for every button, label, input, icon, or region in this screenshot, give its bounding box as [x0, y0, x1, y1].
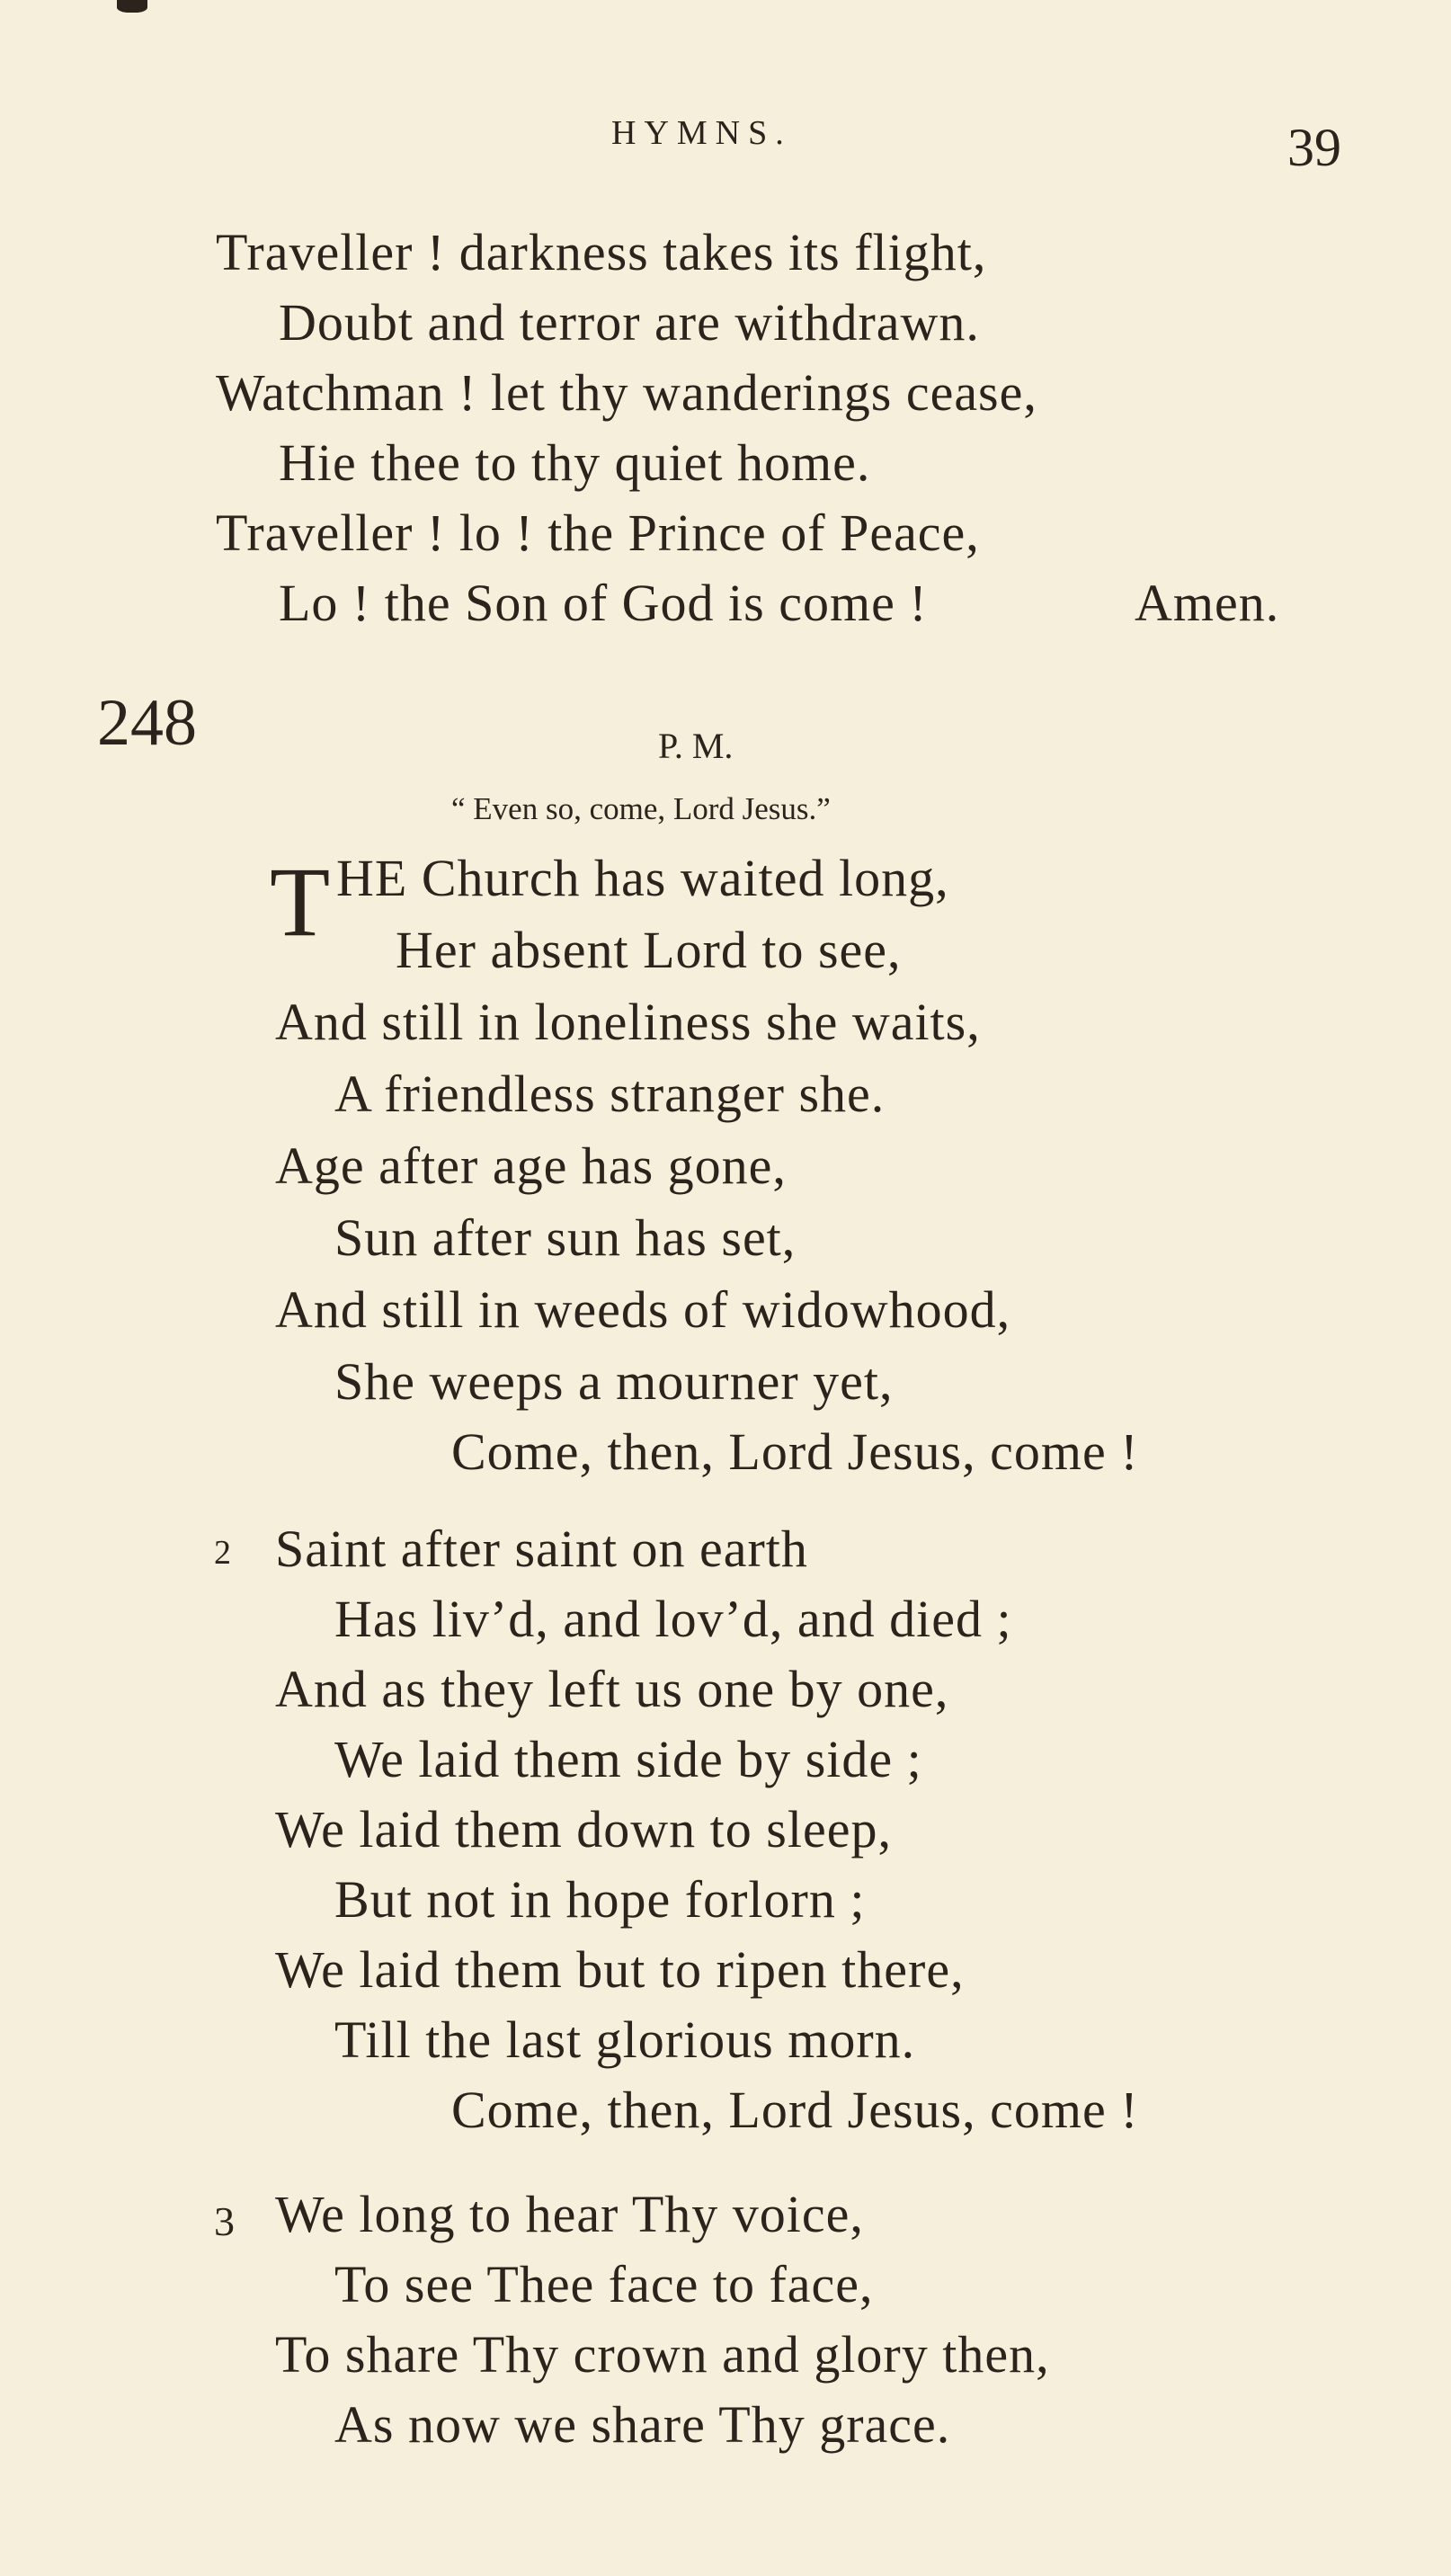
verse-line: HE Church has waited long, — [336, 849, 949, 907]
hymn-number: 248 — [97, 686, 197, 760]
verse-line: We long to hear Thy voice, — [275, 2185, 864, 2243]
verse-line: Age after age has gone, — [275, 1136, 787, 1195]
verse-line: And as they left us one by one, — [275, 1660, 949, 1718]
verse-line: Saint after saint on earth — [275, 1520, 808, 1578]
verse-line: To share Thy crown and glory then, — [275, 2325, 1050, 2384]
verse-line: And still in weeds of widowhood, — [275, 1280, 1011, 1339]
hymn-epigraph: “ Even so, come, Lord Jesus.” — [451, 791, 831, 826]
verse-line: We laid them down to sleep, — [275, 1800, 892, 1858]
verse-line: And still in loneliness she waits, — [275, 993, 981, 1051]
verse-line: Lo ! the Son of God is come ! — [279, 574, 928, 632]
refrain-line: Come, then, Lord Jesus, come ! — [451, 1422, 1139, 1481]
verse-line: As now we share Thy grace. — [334, 2395, 951, 2454]
verse-line: But not in hope forlorn ; — [334, 1870, 866, 1929]
verse-line: Has liv’d, and lov’d, and died ; — [334, 1590, 1012, 1648]
running-header-title: HYMNS. — [611, 114, 792, 152]
verse-line: Sun after sun has set, — [334, 1208, 797, 1267]
refrain-line: Come, then, Lord Jesus, come ! — [451, 2081, 1139, 2139]
amen-label: Amen. — [1135, 574, 1280, 632]
verse-line: Hie thee to thy quiet home. — [279, 433, 871, 492]
ink-speck — [117, 0, 147, 13]
page-number: 39 — [1287, 118, 1341, 177]
verse-line: We laid them but to ripen there, — [275, 1940, 965, 1999]
verse-line: Traveller ! darkness takes its flight, — [216, 223, 987, 281]
verse-line: Her absent Lord to see, — [396, 921, 902, 979]
drop-cap: T — [270, 847, 331, 957]
verse-line: To see Thee face to face, — [334, 2255, 874, 2313]
verse-line: Till the last glorious morn. — [334, 2010, 916, 2069]
verse-line: We laid them side by side ; — [334, 1730, 922, 1788]
hymn-meter: P. M. — [658, 726, 734, 766]
verse-line: Doubt and terror are withdrawn. — [279, 293, 980, 352]
verse-line: Watchman ! let thy wanderings cease, — [216, 363, 1037, 422]
verse-number: 3 — [214, 2198, 235, 2244]
verse-line: Traveller ! lo ! the Prince of Peace, — [216, 504, 980, 562]
verse-line: A friendless stranger she. — [334, 1065, 886, 1123]
verse-line: She weeps a mourner yet, — [334, 1352, 894, 1411]
verse-number: 2 — [214, 1534, 231, 1572]
